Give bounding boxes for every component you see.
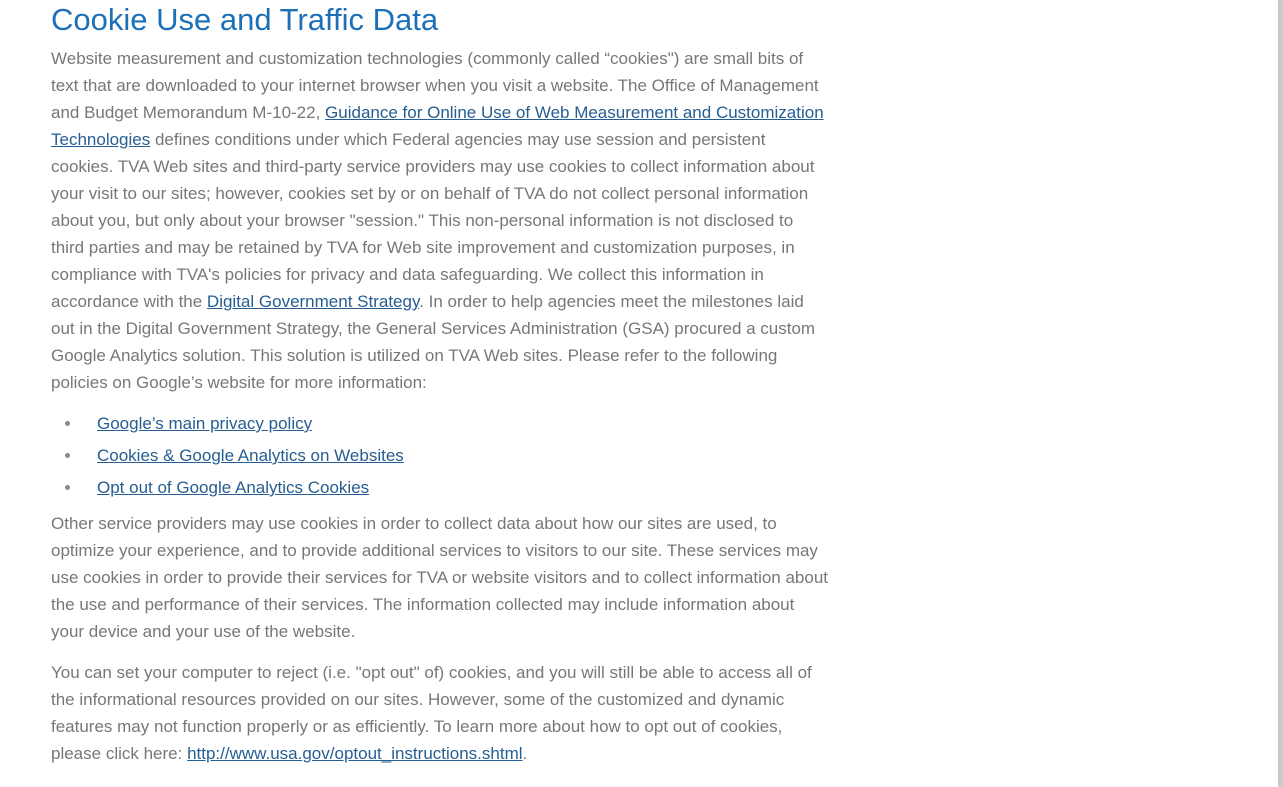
guidance-web-measurement-link[interactable]: Guidance for Online Use of Web Measurement and Customization Technologies (51, 103, 824, 149)
google-main-privacy-policy-link[interactable]: Google’s main privacy policy (97, 414, 313, 433)
list-item (51, 442, 830, 469)
page-title: Cookie Use and Traffic Data (51, 2, 439, 37)
article (51, 0, 830, 767)
list-item (51, 474, 830, 501)
paragraph: You can set your computer to reject (i.e. "opt out" of) cookies, and you will still be able to access all of the informational resources provided on our sites. However, some of the customized and dynamic features may not function properly or as efficiently. To learn more about how to opt out of cookies, please click here: http://www.usa.gov/optout_instructions.shtml. (51, 663, 812, 763)
cookies-google-analytics-link[interactable]: Cookies & Google Analytics on Websites (97, 446, 404, 465)
digital-government-strategy-link[interactable]: Digital Government Strategy (206, 292, 420, 311)
paragraph: Website measurement and customization technologies (commonly called “cookies") are small bits of text that are downloaded to your internet browser when you visit a website. The Office of Management and Budget Memorandum M-10-22, Guidance for Online Use of Web Measurement and Customization Technologies defines conditions under which Federal agencies may use session and persistent cookies. TVA Web sites and third-party service providers may use cookies to collect information about your visit to our sites; however, cookies set by or on behalf of TVA do not collect personal information about you, but only about your browser "session." This non-personal information is not disclosed to third parties and may be retained by TVA for Web site improvement and customization purposes, in compliance with TVA's policies for privacy and data safeguarding. We collect this information in accordance with the Digital Government Strategy. In order to help agencies meet the milestones laid out in the Digital Government Strategy, the General Services Administration (GSA) procured a custom Google Analytics solution. This solution is utilized on TVA Web sites. Please refer to the following policies on Google’s website for more information: (51, 49, 824, 392)
paragraph: Other service providers may use cookies in order to collect data about how our sites are used, to optimize your experience, and to provide additional services to visitors to our site. These services may use cookies in order to provide their services for TVA or website visitors and to collect information about the use and performance of their services. The information collected may include information about your device and your use of the website. (51, 514, 829, 641)
scrollbar-track[interactable] (1278, 0, 1283, 787)
optout-instructions-link[interactable]: http://www.usa.gov/optout_instructions.shtml (187, 744, 523, 763)
opt-out-google-analytics-link[interactable]: Opt out of Google Analytics Cookies (97, 478, 370, 497)
article-body (51, 45, 830, 767)
policy-links-list (51, 410, 830, 501)
list-item (51, 410, 830, 437)
